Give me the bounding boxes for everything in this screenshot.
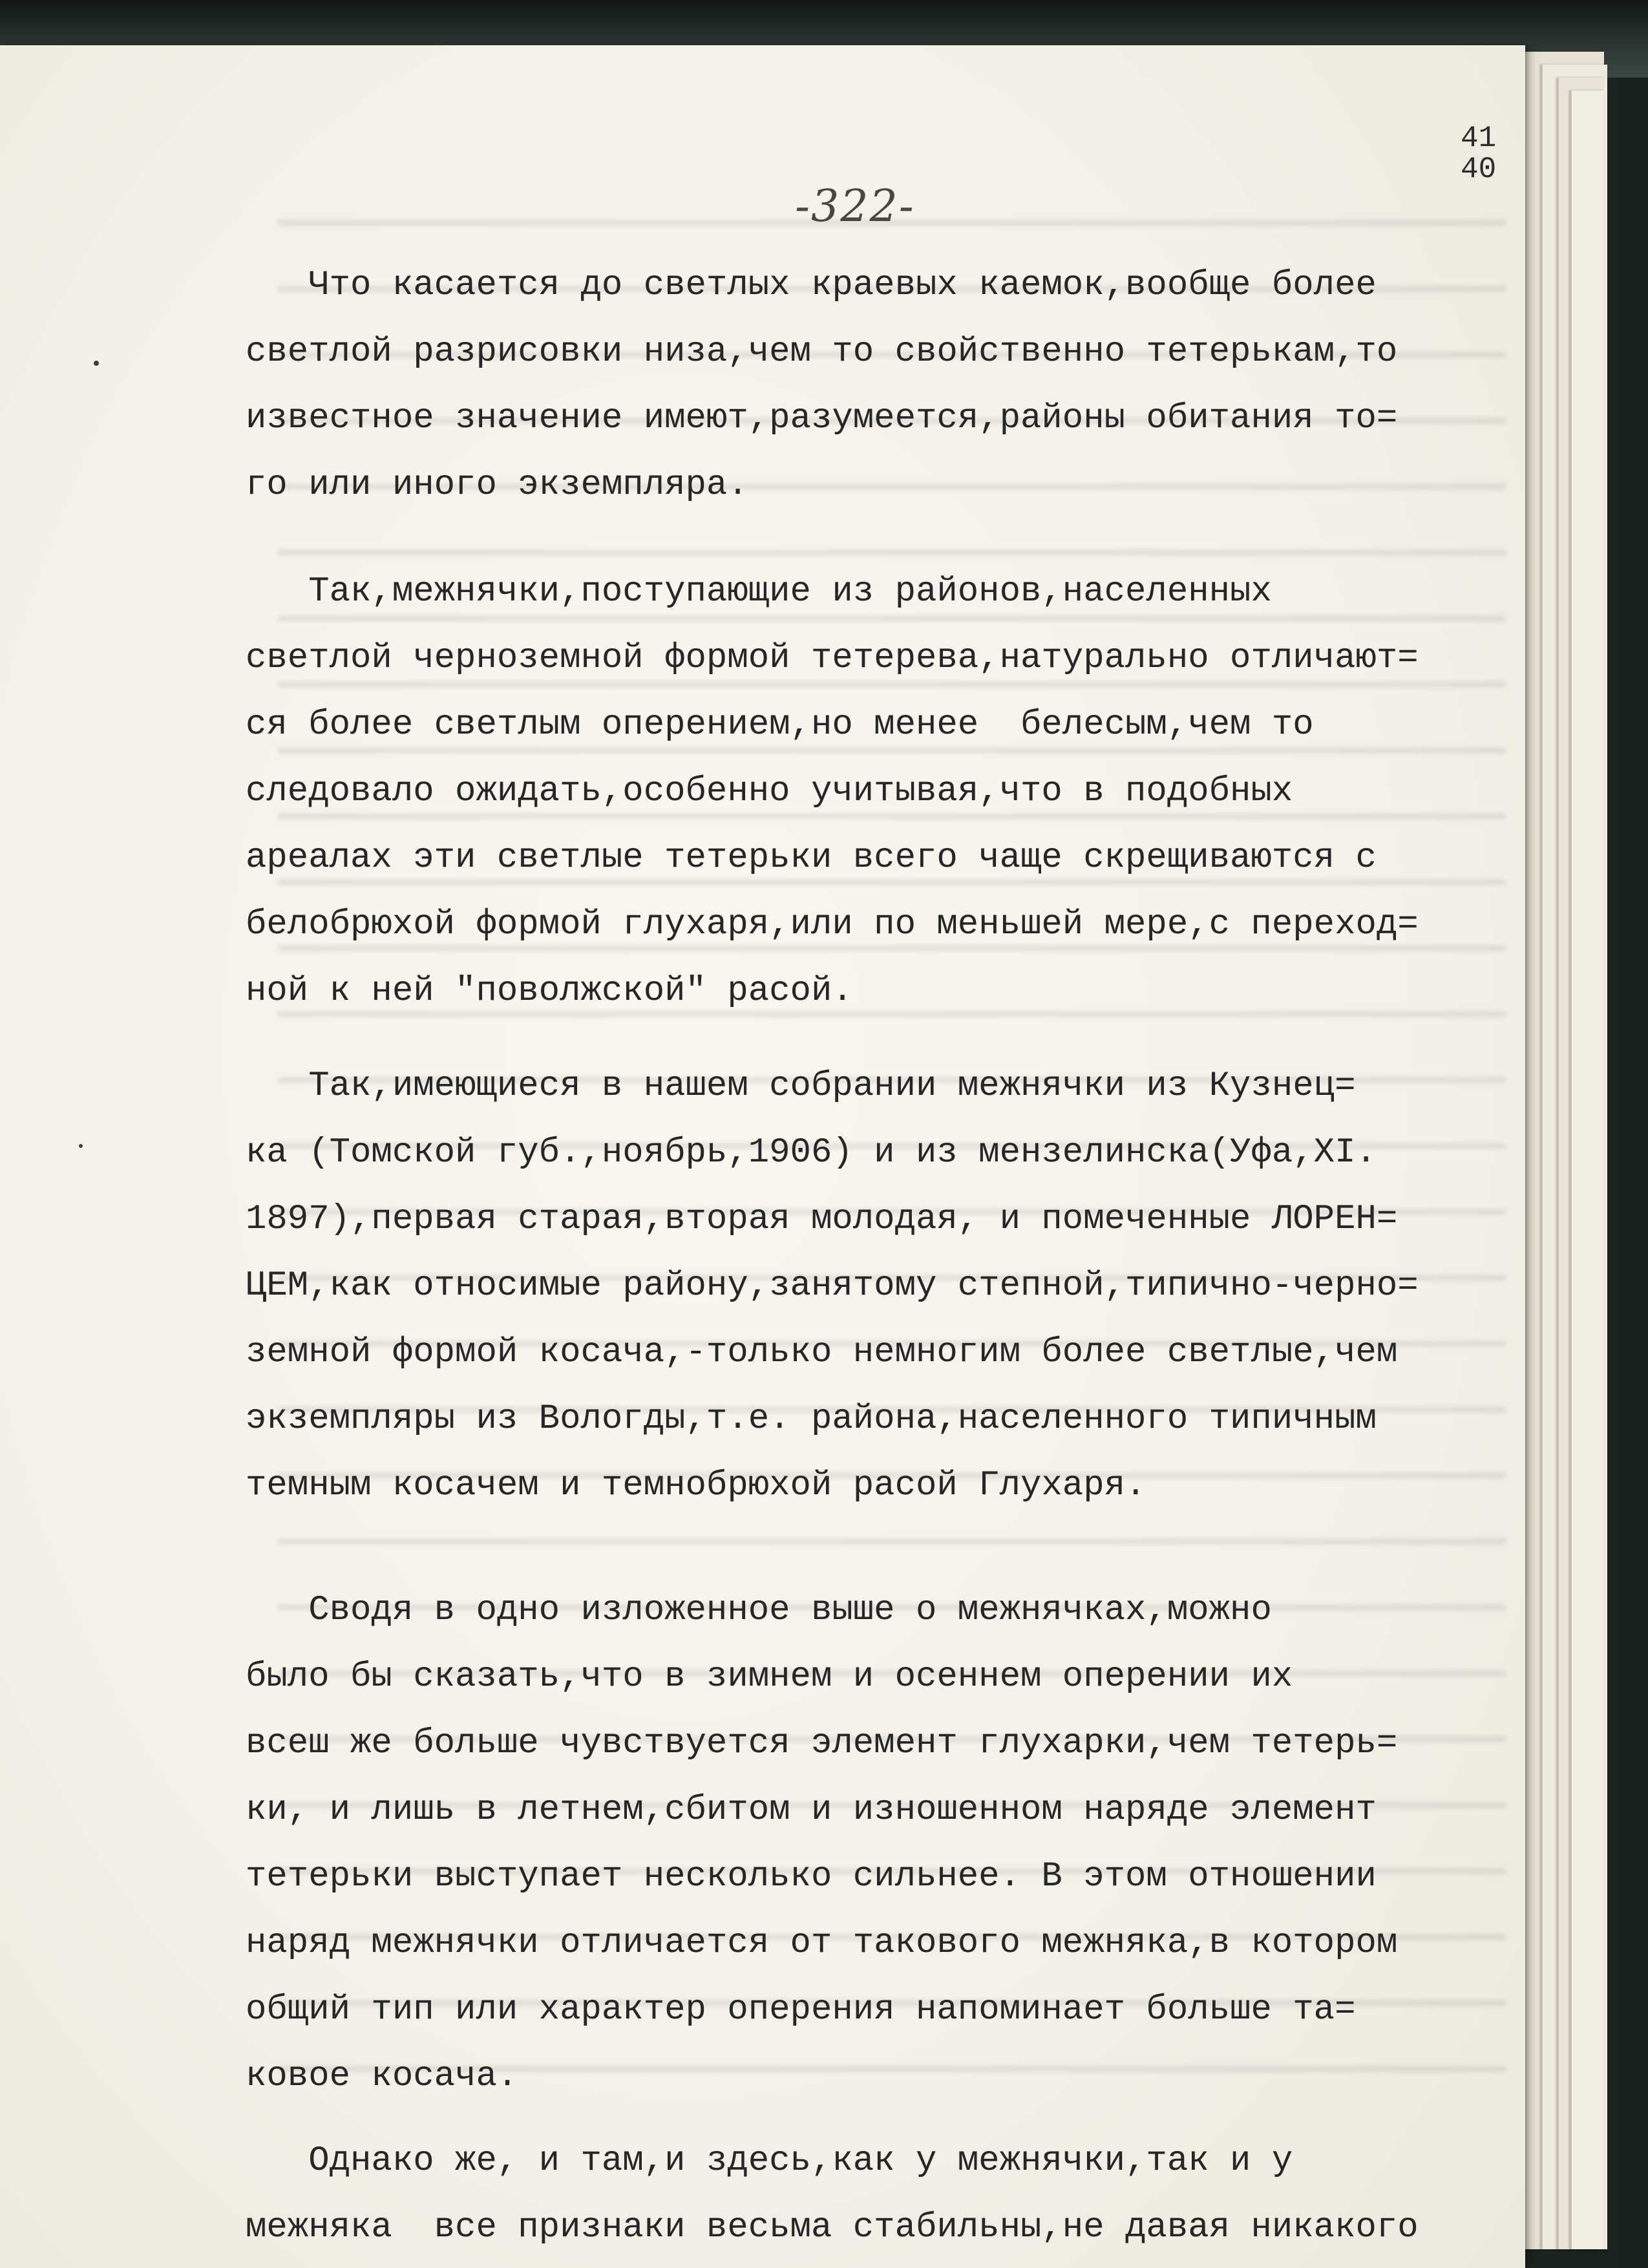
text-line: белобрюхой формой глухаря,или по меньшей мере,с переход= [246, 905, 1419, 944]
text-line: Однако же, и там,и здесь,как у межнячки,так и у [246, 2141, 1293, 2181]
text-line: наряд межнячки отличается от такового межняка,в котором [246, 1924, 1398, 1963]
text-line: светлой разрисовки низа,чем то свойственно тетерькам,то [246, 332, 1398, 372]
text-line: экземпляры из Вологды,т.е. района,населенного типичным [246, 1399, 1377, 1439]
page-edge [1570, 90, 1604, 2249]
text-line: общий тип или характер оперения напоминает больше та= [246, 1990, 1356, 2030]
text-line: земной формой косача,-только немногим более светлые,чем [246, 1333, 1398, 1372]
text-line: темным косачем и темнобрюхой расой Глухаря. [246, 1466, 1146, 1505]
typescript-page [0, 45, 1525, 2268]
paragraph-2 [246, 558, 1506, 1024]
text-line: ки, и лишь в летнем,сбитом и изношенном наряде элемент [246, 1790, 1377, 1830]
text-line: тетерьки выступает несколько сильнее. В этом отношении [246, 1857, 1377, 1896]
paragraph-4 [246, 1577, 1506, 2110]
text-line: Что касается до светлых краевых каемок,вообще более [246, 266, 1377, 305]
paragraph-1 [246, 252, 1506, 518]
text-line: ка (Томской губ.,ноябрь,1906) и из мензелинска(Уфа,XI. [246, 1133, 1377, 1172]
ink-speck [79, 1144, 83, 1148]
text-line: следовало ожидать,особенно учитывая,что в подобных [246, 772, 1293, 811]
body-text [246, 252, 1506, 2261]
page-number: -322- [795, 181, 915, 232]
leaf-number-lower: 40 [1461, 153, 1497, 186]
text-line: ЦЕМ,как относимые району,занятому степной,типично-черно= [246, 1266, 1419, 1306]
leaf-number-upper: 41 [1461, 122, 1497, 155]
text-line: было бы сказать,что в зимнем и осеннем оперении их [246, 1657, 1293, 1697]
text-line: светлой черноземной формой тетерева,натурально отличают= [246, 639, 1419, 678]
text-line: межняка все признаки весьма стабильны,не давая никакого [246, 2208, 1419, 2247]
text-line: ся более светлым оперением,но менее белесым,чем то [246, 705, 1314, 745]
ink-speck [94, 361, 99, 366]
paragraph-3 [246, 1053, 1506, 1519]
paragraph-5 [246, 2128, 1506, 2261]
text-line: всеш же больше чувствуется элемент глухарки,чем тетерь= [246, 1724, 1398, 1763]
text-line: ной к ней "поволжской" расой. [246, 971, 853, 1011]
text-line: 1897),первая старая,вторая молодая, и помеченные ЛОРЕН= [246, 1200, 1398, 1239]
text-line: Так,межнячки,поступающие из районов,населенных [246, 572, 1272, 611]
text-line: известное значение имеют,разумеется,районы обитания то= [246, 399, 1398, 438]
text-line: ковое косача. [246, 2057, 518, 2096]
text-line: го или иного экземпляра. [246, 465, 748, 505]
text-line: Сводя в одно изложенное выше о межнячках,можно [246, 1591, 1272, 1630]
text-line: ареалах эти светлые тетерьки всего чаще скрещиваются с [246, 838, 1377, 878]
archive-leaf-numbers [1461, 123, 1496, 185]
text-line: Так,имеющиеся в нашем собрании межнячки из Кузнец= [246, 1066, 1356, 1106]
